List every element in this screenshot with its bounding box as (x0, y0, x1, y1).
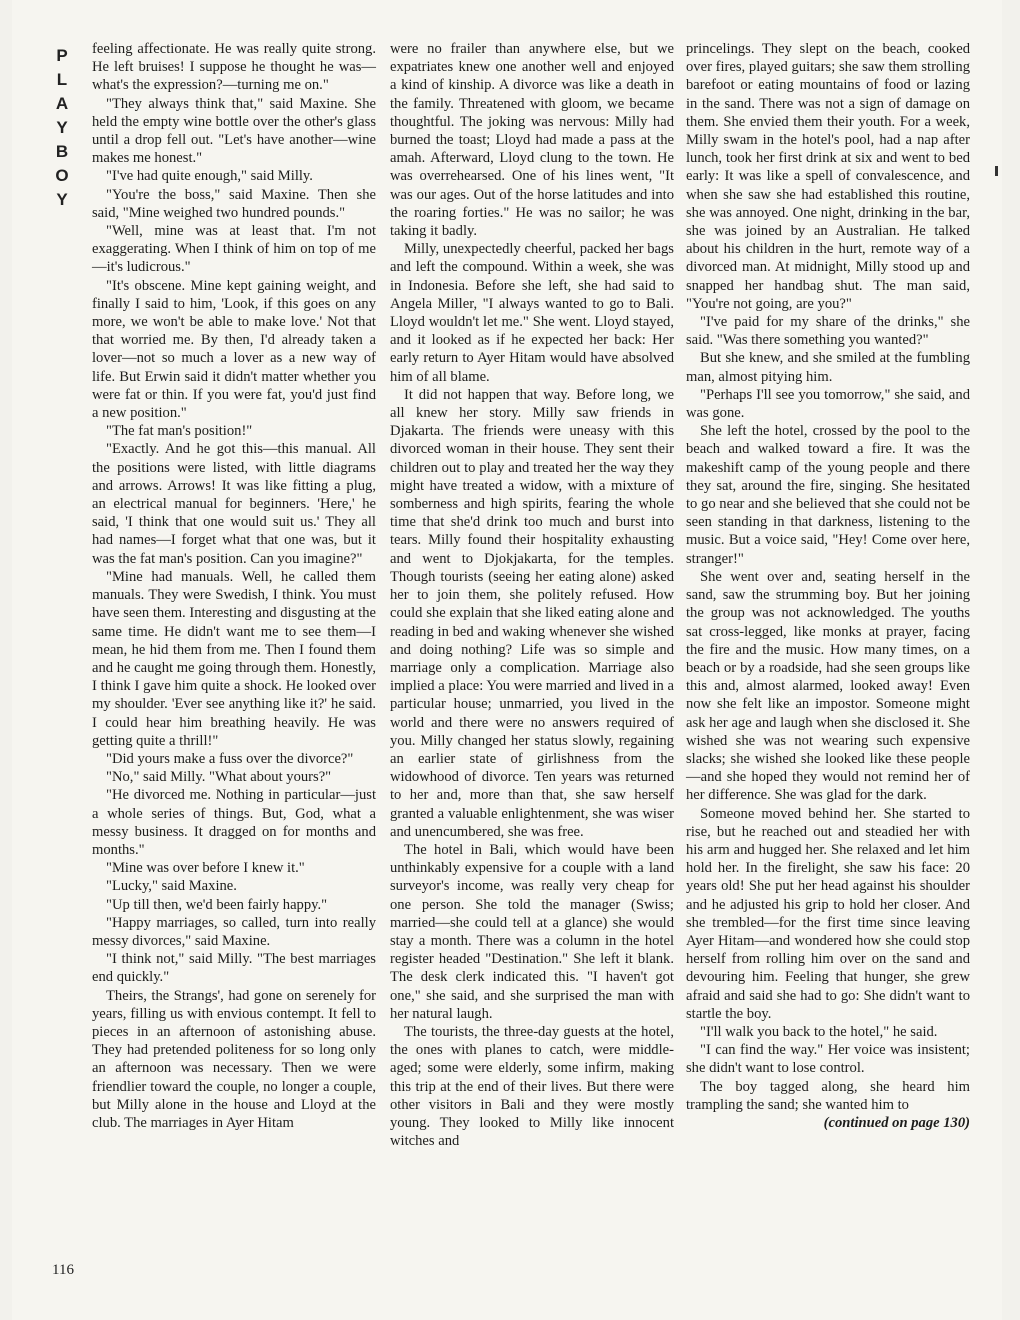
paragraph: "Mine was over before I knew it." (106, 860, 305, 877)
paragraph: The tourists, the three-day guests at the hotel, the ones with planes to catch, were middle-aged; some were elderly, some infirm, making this trip at the end of their lives. But there were other visitors in Bali and they were mostly young. They looked to Milly like innocent witches and (390, 1023, 674, 1150)
paragraph: "They always think that," said Maxine. She held the empty wine bottle over the other's glass until a drop fell out. "Let's have another—wine makes me honest." (92, 95, 376, 167)
paragraph: "I think not," said Milly. "The best marriages end quickly." (92, 951, 376, 986)
paragraph: "Up till then, we'd been fairly happy." (106, 896, 328, 913)
paragraph: "Perhaps I'll see you tomorrow," she said, and was gone. (686, 386, 970, 422)
paragraph: "I'll walk you back to the hotel," he said. (700, 1023, 938, 1040)
paragraph: princelings. They slept on the beach, cooked over fires, played guitars; she saw them strolling barefoot or eating mountains of food or lazing in the sand. There was not a sign of damage on them. She envied them their youth. For a week, Milly swam in the hotel's pool, had a nap after lunch, took her first drink at six and went to bed early: It was like a spell of convalescence, and when she saw she had established this routine, she was annoyed. One night, drinking in the bar, she was joined by an Australian. He talked about his children in the hurt, remote way of a divorced man. At midnight, Milly stood up and snapped her handbag shut. The man said, "You're not going, are you?" (686, 41, 970, 312)
paragraph: "I've paid for my share of the drinks," she said. "Was there something you wanted?" (686, 314, 970, 349)
masthead-letter: Y (56, 190, 68, 209)
paragraph: "Lucky," said Maxine. (106, 878, 237, 895)
paragraph: were no frailer than anywhere else, but we expatriates knew one another well and enjoyed a kind of kinship. A divorce was like a death in the family. Threatened with gloom, we became thoughtful. The joking was nervous: Milly had burned the toast; Lloyd had made a pass at the amah. Afterward, Lloyd clung to the town. He was overrehearsed. One of his lines went, "It was our ages. Out of the horse latitudes and into the roaring forties." He was no sailor; he was taking it badly. (390, 41, 674, 240)
paragraph: The boy tagged along, she heard him trampling the sand; she wanted him to (686, 1078, 970, 1113)
masthead-letter: P (56, 46, 68, 65)
paragraph: "I can find the way." Her voice was insistent; she didn't want to lose control. (686, 1042, 970, 1077)
masthead-letter: Y (56, 118, 68, 137)
paragraph: "Well, mine was at least that. I'm not exaggerating. When I think of him on top of me—it's ludicrous." (92, 223, 376, 276)
text-column-1 (92, 40, 376, 1132)
masthead-letter: A (55, 94, 69, 113)
paragraph: feeling affectionate. He was really quite strong. He left bruises! I suppose he thought he was—what's the expression?—turning me on." (92, 41, 376, 94)
paragraph: Someone moved behind her. She started to rise, but he reached out and steadied her with his arm and hugged her. She relaxed and let him hold her. In the firelight, she saw his face: 20 years old! She put her head against his shoulder and he adjusted his grip to hold her closer. And she trembled—for the first time since leaving Ayer Hitam—and wondered how she could stop herself from rolling him over on the sand and devouring him. Feeling that hunger, she grew afraid and said she had to go: She didn't want to startle the boy. (686, 805, 970, 1022)
paragraph: "Mine had manuals. Well, he called them manuals. They were Swedish, I think. You must have seen them. Interesting and disgusting at the same time. He didn't want me to see them—I mean, he hid them from me. Then I found them and he caught me going through them. Honestly, I think I gave him quite a shock. He looked over my shoulder. 'Ever see anything like it?' he said. I could hear him breathing heavily. He was getting quite a thrill!" (92, 568, 376, 749)
masthead-letter: O (55, 166, 69, 185)
margin-mark (995, 166, 998, 176)
paragraph: "It's obscene. Mine kept gaining weight, and finally I said to him, 'Look, if this goes on any more, we won't be able to make love.' Not that that worried me. By then, I'd already taken a lover—not so much a lover as a new way of life. But Erwin said it didn't matter whether you were fat or thin. If you were fat, you'd just find a new position." (92, 277, 376, 422)
paragraph: "Did yours make a fuss over the divorce?" (106, 750, 354, 767)
paragraph: "He divorced me. Nothing in particular—just a whole series of things. But, God, what a messy business. It dragged on for months and months." (92, 787, 376, 858)
paragraph: It did not happen that way. Before long, we all knew her story. Milly saw friends in Djakarta. The friends were uneasy with this divorced woman in their house. They sent their children out to play and treated her the way they might have treated a widow, with a mixture of somberness and high spirits, fearing the whole time that she'd drink too much and burst into tears. Milly found their hospitality exhausting and went to Djokjakarta, for the temples. Though tourists (seeing her eating alone) asked her to join them, she politely refused. How could she explain that she liked eating alone and reading in bed and waking whenever she wished and doing nothing? Life was so simple and marriage only a complication. Marriage also implied a place: You were married and lived in a particular house; unmarried, you lived in the world and there were no answers required of you. Milly changed her status slowly, regaining an earlier state of girlishness from the widowhood of divorce. Ten years was returned to her and, more than that, she saw herself granted a valuable enlightenment, she was wiser and unencumbered, she was free. (390, 386, 674, 840)
paragraph: Milly, unexpectedly cheerful, packed her bags and left the compound. Within a week, she was in Indonesia. Before she left, she had said to Angela Miller, "I always wanted to go to Bali. Lloyd wouldn't let me." She went. Lloyd stayed, and it looked as if he expected her back: Her early return to Ayer Hitam would have absolved him of all blame. (390, 241, 674, 385)
paragraph: "I've had quite enough," said Milly. (106, 168, 313, 185)
paragraph: She left the hotel, crossed by the pool to the beach and walked toward a fire. It was the makeshift camp of the young people and there they sat, around the fire, singing. She hesitated to go near and she believed that she could not be seen standing in that darkness, listening to the music. But a voice said, "Hey! Come over here, stranger!" (686, 423, 970, 567)
paragraph: Theirs, the Strangs', had gone on serenely for years, filling us with envious contempt. It fell to pieces in an afternoon of astonishing abuse. They had pretended politeness for so long only an afternoon was necessary. Then we were friendlier toward the couple, no longer a couple, but Milly alone in the house and Lloyd at the club. The marriages in Ayer Hitam (92, 987, 376, 1131)
paragraph: "Exactly. And he got this—this manual. All the positions were listed, with little diagrams and arrows. Arrows! It was like fitting a plug, an electrical manual for beginners. 'Here,' he said, 'I think that one would suit us.' They all had names—I forget what that one was, but it was the fat man's position. Can you imagine?" (92, 441, 376, 567)
paragraph: The hotel in Bali, which would have been unthinkably expensive for a couple with a land surveyor's income, was really very cheap for one person. She told the manager (Swiss; married—she could tell at a glance) she would stay a month. There was a column in the hotel register headed "Destination." She left it blank. The desk clerk indicated this. "I haven't got one," she said, and she surprised the man with her natural laugh. (390, 841, 674, 1022)
paragraph: "No," said Milly. "What about yours?" (106, 769, 332, 786)
text-column-3 (686, 40, 970, 1132)
paragraph: "You're the boss," said Maxine. Then she said, "Mine weighed two hundred pounds." (92, 186, 376, 221)
masthead-vertical (52, 44, 72, 212)
paragraph: "The fat man's position!" (106, 423, 253, 440)
continued-notice: (continued on page 130) (823, 1114, 970, 1131)
paragraph: "Happy marriages, so called, turn into really messy divorces," said Maxine. (92, 914, 376, 949)
masthead-letter: B (55, 142, 69, 161)
text-column-2 (390, 40, 674, 1150)
page-number: 116 (52, 1262, 74, 1278)
masthead-letter: L (56, 70, 68, 89)
paragraph: She went over and, seating herself in the sand, saw the strumming boy. But her joining the group was not acknowledged. The youths sat cross-legged, like monks at prayer, facing the fire and the music. How many times, on a beach or by a roadside, had she seen groups like this and, almost alarmed, looked away! Even now she felt like an impostor. Someone might ask her age and laugh when she disclosed it. She wished she was not wearing such expensive slacks; she wished she looked like these people—and she hoped they would not remind her of her difference. She was glad for the dark. (686, 568, 970, 804)
paragraph: But she knew, and she smiled at the fumbling man, almost pitying him. (686, 350, 970, 385)
